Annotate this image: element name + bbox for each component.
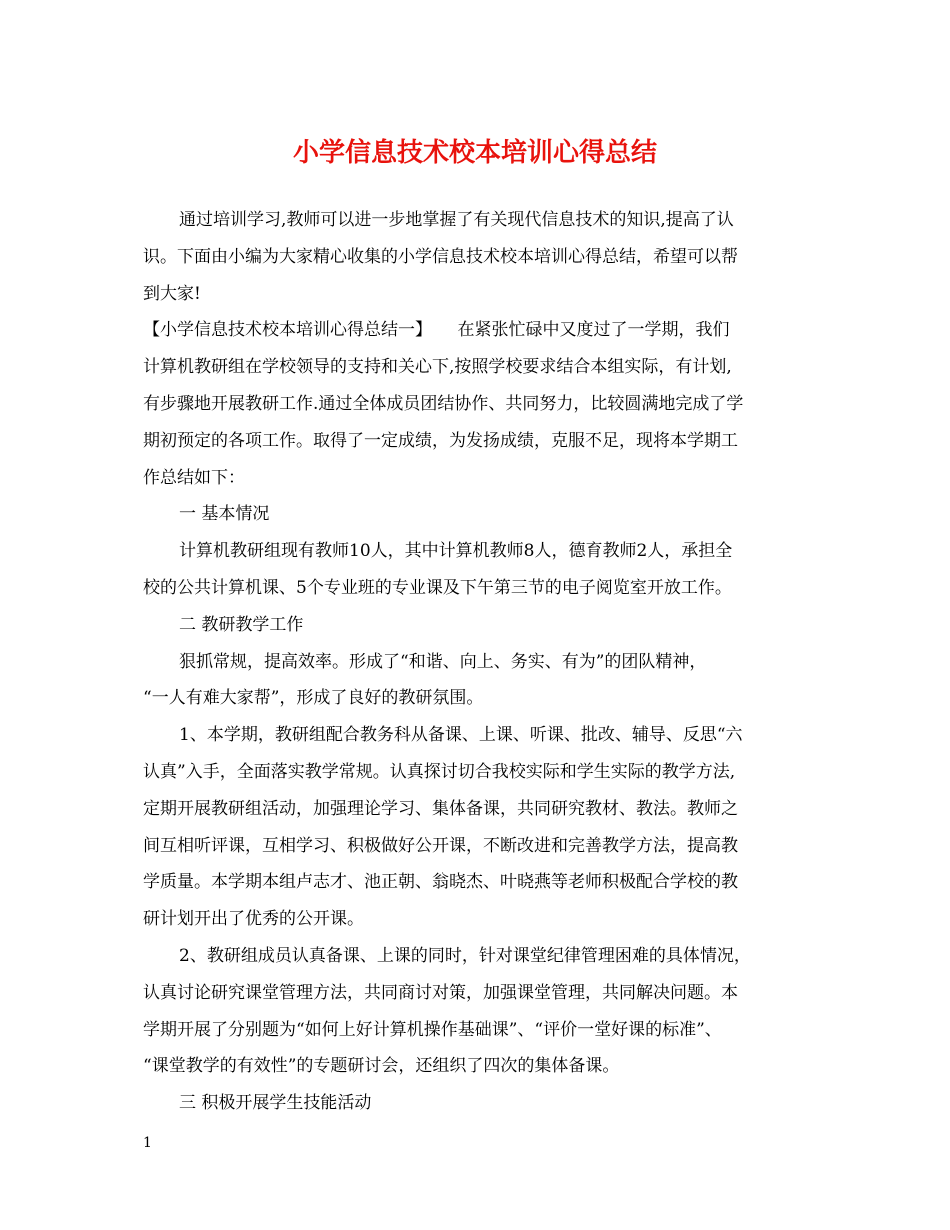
text-line: 1、本学期，教研组配合教务科从备课、上课、听课、批改、辅导、反思“六 [179, 725, 743, 746]
text-line: 狠抓常规，提高效率。形成了“和谐、向上、务实、有为”的团队精神， [179, 651, 707, 672]
text-line: 计算机教研组在学校领导的支持和关心下,按照学校要求结合本组实际，有计划, [143, 357, 732, 378]
text-line: 认真讨论研究课堂管理方法，共同商讨对策，加强课堂管理，共同解决问题。本 [143, 982, 738, 1003]
section-heading: 二 教研教学工作 [179, 614, 304, 635]
text-line: 有步骤地开展教研工作.通过全体成员团结协作、共同努力，比较圆满地完成了学 [143, 393, 744, 414]
text-line: 作总结如下： [143, 467, 245, 488]
page-number: 1 [143, 1135, 152, 1151]
text-line: “一人有难大家帮”，形成了良好的教研氛围。 [143, 688, 484, 709]
text-line: 通过培训学习,教师可以进一步地掌握了有关现代信息技术的知识,提高了认 [179, 210, 734, 230]
text-line: 期初预定的各项工作。取得了一定成绩，为发扬成绩，克服不足，现将本学期工 [143, 430, 738, 451]
text-line: 学质量。本学期本组卢志才、池正朝、翁晓杰、叶晓燕等老师积极配合学校的教 [143, 872, 738, 893]
document-body [143, 202, 807, 1122]
text-line: 间互相听评课，互相学习、积极做好公开课，不断改进和完善教学方法，提高教 [143, 835, 738, 856]
text-line: 学期开展了分别题为“如何上好计算机操作基础课”、“评价一堂好课的标准”、 [143, 1019, 722, 1040]
text-line: 2、教研组成员认真备课、上课的同时，针对课堂纪律管理困难的具体情况， [179, 945, 751, 966]
text-line: 计算机教研组现有教师10人，其中计算机教师8人，德育教师2人，承担全 [179, 541, 733, 562]
text-line: 定期开展教研组活动，加强理论学习、集体备课，共同研究教材、教法。教师之 [143, 798, 738, 819]
text-line: 到大家! [143, 283, 201, 304]
document-title: 小学信息技术校本培训心得总结 [292, 138, 657, 168]
text-line: 识。下面由小编为大家精心收集的小学信息技术校本培训心得总结，希望可以帮 [143, 246, 738, 267]
text-line: 研计划开出了优秀的公开课。 [143, 909, 364, 930]
text-line: “课堂教学的有效性”的专题研讨会，还组织了四次的集体备课。 [143, 1056, 620, 1077]
text-line: 【小学信息技术校本培训心得总结一】 在紧张忙碌中又度过了一学期，我们 [143, 320, 730, 341]
section-heading: 一 基本情况 [179, 504, 270, 525]
section-heading: 三 积极开展学生技能活动 [179, 1093, 372, 1114]
text-line: 校的公共计算机课、5个专业班的专业课及下午第三节的电子阅览室开放工作。 [143, 577, 732, 598]
text-line: 认真”入手，全面落实教学常规。认真探讨切合我校实际和学生实际的教学方法, [143, 761, 736, 782]
